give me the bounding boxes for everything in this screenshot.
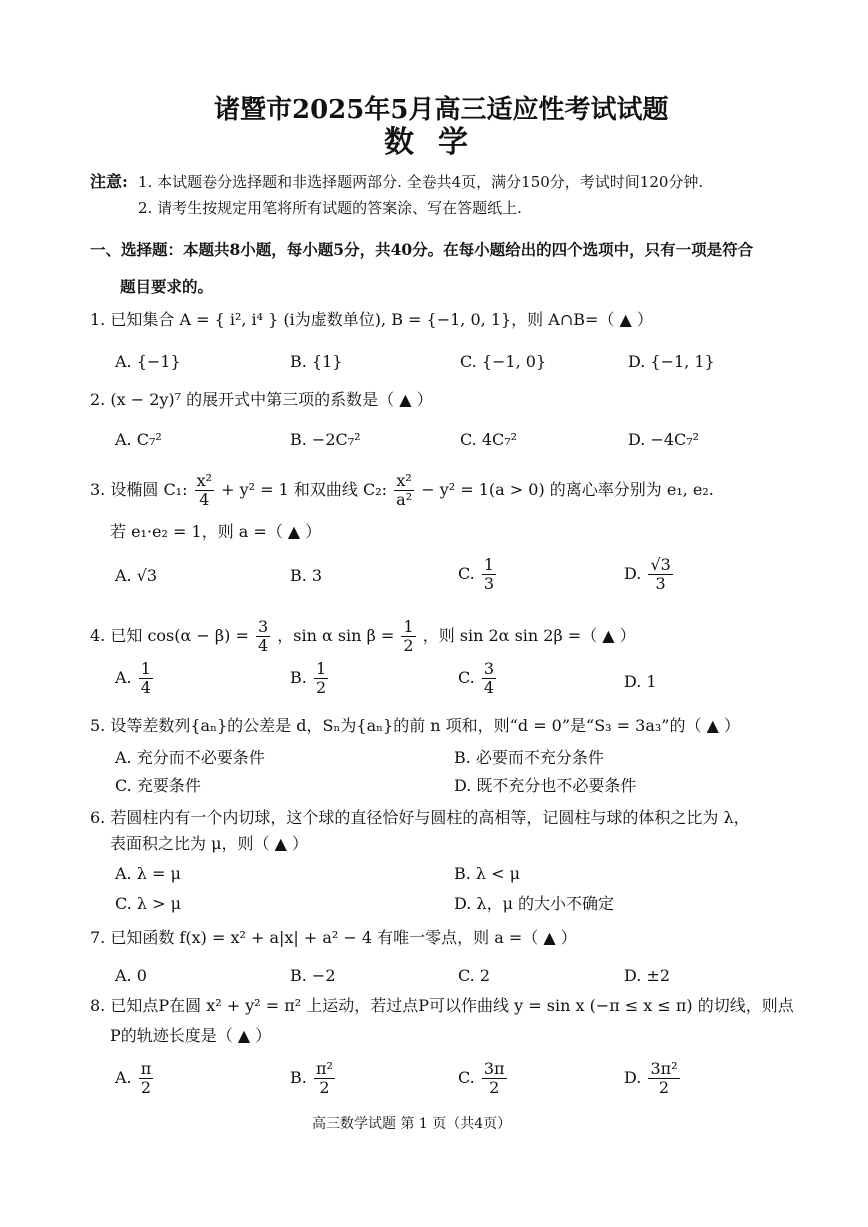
q6-option-c: C. λ > μ <box>115 894 181 913</box>
question-2-stem: 2. (x − 2y)⁷ 的展开式中第三项的系数是（ ▲ ） <box>90 390 433 409</box>
q4-option-b <box>290 660 330 697</box>
question-3-stem-line-2: 若 e₁·e₂ = 1，则 a =（ ▲ ） <box>110 522 322 541</box>
q3-option-a: A. √3 <box>115 566 158 585</box>
q3-option-c <box>458 556 498 593</box>
q8-d-den: 2 <box>658 1078 670 1097</box>
q4-f2-den: 2 <box>403 636 414 655</box>
question-4-stem <box>90 618 636 655</box>
q3-frac1-num: x² <box>196 471 213 490</box>
page-footer: 高三数学试题 第 1 页（共4页） <box>312 1116 512 1132</box>
q4-b-fraction <box>314 660 328 697</box>
q4-c-label: C. <box>458 668 475 687</box>
q8-b-fraction <box>314 1060 335 1097</box>
q8-c-fraction <box>482 1060 507 1097</box>
question-6-stem-line-2: 表面积之比为 μ，则（ ▲ ） <box>110 834 308 853</box>
q8-c-den: 2 <box>489 1078 500 1097</box>
q7-option-c: C. 2 <box>458 966 491 985</box>
q3-d-den: 3 <box>655 574 666 593</box>
q8-a-fraction <box>139 1060 154 1097</box>
q8-b-label: B. <box>290 1068 307 1087</box>
q4-option-d: D. 1 <box>624 672 657 691</box>
q6-option-a: A. λ = μ <box>115 864 181 883</box>
q4-f1-den: 4 <box>257 636 269 655</box>
subject-title: 数学 <box>384 125 492 160</box>
q8-c-num: 3π <box>483 1059 505 1078</box>
q4-c-num: 3 <box>483 659 495 678</box>
q1-option-b: B. {1} <box>290 352 343 371</box>
q8-d-label: D. <box>624 1068 642 1087</box>
q6-option-d: D. λ，μ 的大小不确定 <box>454 894 615 913</box>
q4-a-den: 4 <box>140 678 151 697</box>
notes-label: 注意: <box>90 172 128 191</box>
q8-a-den: 2 <box>140 1078 152 1097</box>
q8-option-a <box>115 1060 155 1097</box>
notes-line-1: 1. 本试题卷分选择题和非选择题两部分. 全卷共4页，满分150分，考试时间120分钟. <box>138 173 704 191</box>
q5-option-a: A. 充分而不必要条件 <box>115 748 265 767</box>
q8-option-b <box>290 1060 337 1097</box>
question-3-stem-line-1 <box>90 472 714 509</box>
q3-fraction-2 <box>394 472 414 509</box>
q2-option-c: C. 4C₇² <box>460 430 518 449</box>
q3-stem-part-2: + y² = 1 和双曲线 C₂: <box>221 480 388 499</box>
q4-b-den: 2 <box>315 678 327 697</box>
q8-d-num: 3π² <box>650 1059 678 1078</box>
q4-a-label: A. <box>115 668 132 687</box>
q3-d-num: √3 <box>650 555 671 574</box>
q4-stem-part-2: ，sin α sin β = <box>277 626 395 645</box>
q3-c-den: 3 <box>483 574 495 593</box>
q3-c-label: C. <box>458 564 475 583</box>
q3-d-label: D. <box>624 564 642 583</box>
q8-option-d <box>624 1060 682 1097</box>
section-heading-cont: 题目要求的。 <box>120 277 214 296</box>
q8-b-num: π² <box>315 1059 333 1078</box>
q8-a-num: π <box>140 1059 152 1078</box>
question-8-stem-line-1: 8. 已知点P在圆 x² + y² = π² 上运动，若过点P可以作曲线 y = sin x (−π ≤ x ≤ π) 的切线，则点 <box>90 996 794 1015</box>
q4-a-num: 1 <box>140 659 151 678</box>
notes-line-2: 2. 请考生按规定用笔将所有试题的答案涂、写在答题纸上. <box>138 199 522 217</box>
q3-stem-part-3: − y² = 1(a > 0) 的离心率分别为 e₁, e₂. <box>421 480 714 499</box>
q7-option-a: A. 0 <box>115 966 147 985</box>
q3-d-fraction <box>648 556 672 593</box>
q3-option-b: B. 3 <box>290 566 323 585</box>
q7-option-d: D. ±2 <box>624 966 671 985</box>
q3-frac1-den: 4 <box>199 490 210 509</box>
q4-fraction-2 <box>401 618 415 655</box>
q4-c-den: 4 <box>483 678 495 697</box>
q4-fraction-1 <box>256 618 270 655</box>
question-1-stem: 1. 已知集合 A = { i², i⁴ } (i为虚数单位), B = {−1, 0, 1}，则 A∩B=（ ▲ ） <box>90 310 653 329</box>
q8-b-den: 2 <box>319 1078 330 1097</box>
q3-option-d <box>624 556 675 593</box>
q4-stem-part-3: ，则 sin 2α sin 2β =（ ▲ ） <box>422 626 636 645</box>
q1-option-a: A. {−1} <box>115 352 181 371</box>
q2-option-d: D. −4C₇² <box>628 430 700 449</box>
q4-option-a <box>115 660 155 697</box>
q4-stem-part-1: 4. 已知 cos(α − β) = <box>90 626 249 645</box>
q4-a-fraction <box>139 660 153 697</box>
q3-c-fraction <box>482 556 496 593</box>
exam-title: 诸暨市2025年5月高三适应性考试试题 <box>214 95 669 125</box>
q3-c-num: 1 <box>483 555 495 574</box>
question-7-stem: 7. 已知函数 f(x) = x² + a|x| + a² − 4 有唯一零点，则 a =（ ▲ ） <box>90 928 577 947</box>
q5-option-c: C. 充要条件 <box>115 776 201 795</box>
q2-option-a: A. C₇² <box>115 430 162 449</box>
q6-option-b: B. λ < μ <box>454 864 521 883</box>
q5-option-b: B. 必要而不充分条件 <box>454 748 604 767</box>
question-6-stem-line-1: 6. 若圆柱内有一个内切球，这个球的直径恰好与圆柱的高相等，记圆柱与球的体积之比为 λ， <box>90 808 750 827</box>
q8-d-fraction <box>648 1060 679 1097</box>
question-8-stem-line-2: P的轨迹长度是（ ▲ ） <box>110 1026 272 1045</box>
q7-option-b: B. −2 <box>290 966 336 985</box>
q8-option-c <box>458 1060 509 1097</box>
q8-a-label: A. <box>115 1068 132 1087</box>
q4-c-fraction <box>482 660 496 697</box>
q4-f2-num: 1 <box>403 617 414 636</box>
q4-f1-num: 3 <box>257 617 269 636</box>
q2-option-b: B. −2C₇² <box>290 430 361 449</box>
q5-option-d: D. 既不充分也不必要条件 <box>454 776 637 795</box>
q3-fraction-1 <box>195 472 214 509</box>
q4-b-num: 1 <box>315 659 327 678</box>
question-5-stem: 5. 设等差数列{aₙ}的公差是 d，Sₙ为{aₙ}的前 n 项和，则“d = 0”是“S₃ = 3a₃”的（ ▲ ） <box>90 716 740 735</box>
section-heading: 一、选择题：本题共8小题，每小题5分，共40分。在每小题给出的四个选项中，只有一项是符合 <box>90 240 754 259</box>
q3-frac2-num: x² <box>394 472 414 491</box>
q3-stem-part-1: 3. 设椭圆 C₁: <box>90 480 188 499</box>
q1-option-c: C. {−1, 0} <box>460 352 547 371</box>
q1-option-d: D. {−1, 1} <box>628 352 715 371</box>
q4-b-label: B. <box>290 668 307 687</box>
q3-frac2-den: a² <box>396 490 413 509</box>
q4-option-c <box>458 660 498 697</box>
q8-c-label: C. <box>458 1068 475 1087</box>
